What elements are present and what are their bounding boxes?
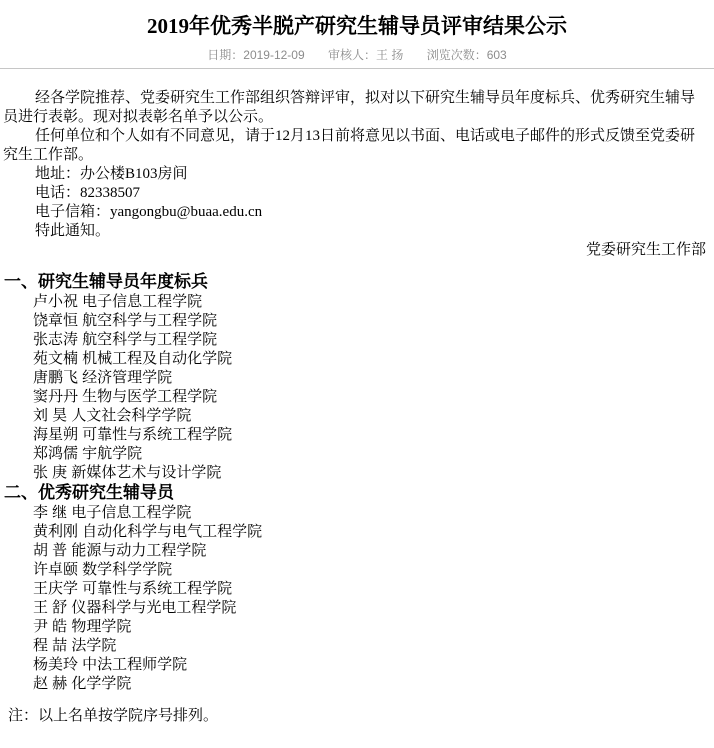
award-lists xyxy=(0,271,714,725)
awardee-item: 赵 赫 化学学院 xyxy=(33,675,132,692)
awardee-item: 胡 普 能源与动力工程学院 xyxy=(33,542,207,559)
awardee-item: 程 喆 法学院 xyxy=(33,637,117,654)
paragraph-intro: 经各学院推荐、党委研究生工作部组织答辩评审，拟对以下研究生辅导员年度标兵、优秀研究生辅导员进行表彰。现对拟表彰名单予以公示。 xyxy=(3,90,696,125)
awardee-item: 饶章恒 航空科学与工程学院 xyxy=(33,312,218,329)
header-divider xyxy=(0,68,714,69)
awardee-item: 杨美玲 中法工程师学院 xyxy=(33,656,188,673)
awardee-item: 苑文楠 机械工程及自动化学院 xyxy=(33,350,233,367)
awardee-item: 王 舒 仪器科学与光电工程学院 xyxy=(33,599,237,616)
awardee-item: 王庆学 可靠性与系统工程学院 xyxy=(33,580,233,597)
section-1-heading: 一、研究生辅导员年度标兵 xyxy=(4,272,208,291)
contact-phone: 电话：82338507 xyxy=(35,185,141,201)
section-2-heading: 二、优秀研究生辅导员 xyxy=(4,483,174,502)
page-title: 2019年优秀半脱产研究生辅导员评审结果公示 xyxy=(147,14,567,38)
awardee-item: 卢小祝 电子信息工程学院 xyxy=(33,293,203,310)
awardee-item: 尹 皓 物理学院 xyxy=(33,618,132,635)
contact-email: 电子信箱：yangongbu@buaa.edu.cn xyxy=(35,204,263,220)
closing-line: 特此通知。 xyxy=(35,223,111,239)
contact-address: 地址：办公楼B103房间 xyxy=(35,166,188,182)
signoff-department: 党委研究生工作部 xyxy=(585,242,706,258)
awardee-item: 李 继 电子信息工程学院 xyxy=(33,504,192,521)
awardee-item: 张 庚 新媒体艺术与设计学院 xyxy=(33,464,222,481)
footnote: 注：以上名单按学院序号排列。 xyxy=(8,707,219,724)
awardee-item: 刘 昊 人文社会科学学院 xyxy=(33,407,192,424)
notice-body xyxy=(0,77,714,260)
meta-reviewer: 审核人：王 扬 xyxy=(328,48,404,62)
awardee-item: 唐鹏飞 经济管理学院 xyxy=(33,369,173,386)
awardee-item: 郑鸿儒 宇航学院 xyxy=(33,445,143,462)
awardee-item: 窦丹丹 生物与医学工程学院 xyxy=(33,388,218,405)
awardee-item: 张志涛 航空科学与工程学院 xyxy=(33,331,218,348)
awardee-item: 海星朔 可靠性与系统工程学院 xyxy=(33,426,233,443)
meta-view-count: 浏览次数：603 xyxy=(426,48,507,62)
meta-date: 日期：2019-12-09 xyxy=(207,48,305,62)
awardee-item: 许卓颐 数学科学学院 xyxy=(33,561,173,578)
awardee-item: 黄利刚 自动化科学与电气工程学院 xyxy=(33,523,263,540)
meta-row xyxy=(0,48,714,62)
paragraph-feedback: 任何单位和个人如有不同意见，请于12月13日前将意见以书面、电话或电子邮件的形式反馈至党委研究生工作部。 xyxy=(3,128,696,163)
